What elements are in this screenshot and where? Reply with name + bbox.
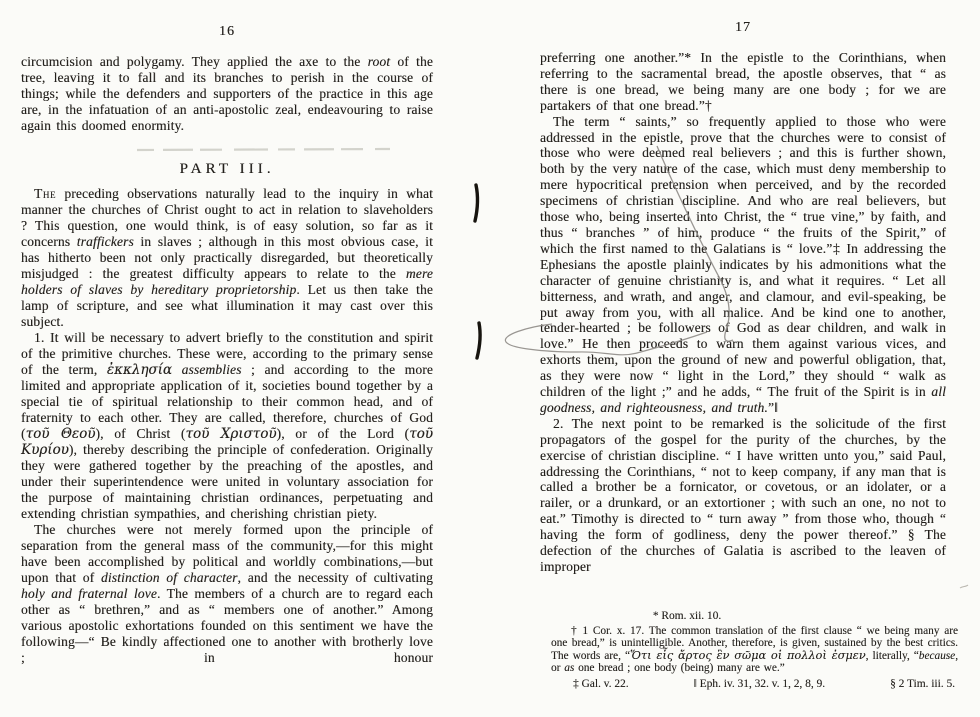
paragraph: The preceding observations naturally lead to the inquiry in what manner the churches of Christ ought to act in relation to slaveholders ? This question, one would think, is of easy solution, so far as it concerns traffickers in slaves ; although in this most obvious case, it has hitherto been not only practically disregarded, but theoretically misjudged : the greatest difficulty appears to relate to the mere holders of slaves by hereditary proprietorship. Let us then take the lamp of scripture, and see what illumination it may cast over this subject. bbox=[21, 186, 433, 329]
footnote-row bbox=[551, 678, 955, 690]
paragraph: The churches were not merely formed upon the principle of separation from the general mass of the community,—for this might have been accomplished by political and worldly combinations,—but upon that of distinction of character, and the necessity of cultivating holy and fraternal love. The members of a church are to regard each other as “ brethren,” and as “ members one of another.” Among various apostolic exhortations founded on this sentiment we have the following—“ Be kindly affectioned one to another with brotherly love ; in honour bbox=[21, 522, 433, 665]
paragraph: The term “ saints,” so frequently applied to those who were addressed in the epistle, prove that the churches were to consist of those who were deemed real believers ; and this is further shown, both by the very nature of the case, which must deny membership to mere hypocritical pretension when perceived, and by the recorded specimens of christian discipline. And who are real believers, but those who, being inserted into Christ, the “ true vine,” by faith, and thus “ branches ” of him, produce “ the fruits of the Spirit,” of which the first named to the Galatians is “ love.”‡ In addressing the Ephesians the apostle plainly indicates by his admonitions what the character of genuine christianity is, and what it requires. “ Let all bitterness, and wrath, and anger, and clamour, and evil-speaking, be put away from you, with all malice. And be kind one to another, tender-hearted ; be followers of God as dear children, and walk in love.” He then proceeds to warn them against various vices, and exhorts them, upon the ground of new and powerful obligation, that, as they were now “ light in the Lord,” they should “ walk as children of the light ;” and he adds, “ The fruit of the Spirit is in all goodness, and righteousness, and truth.”‖ bbox=[540, 113, 946, 415]
left-page bbox=[21, 24, 433, 666]
footnote-eph: ‖ Eph. iv. 31, 32. v. 1, 2, 8, 9. bbox=[693, 678, 826, 690]
ink-mark-lower bbox=[477, 323, 480, 358]
ink-mark-upper bbox=[475, 185, 477, 221]
footnote-cor: † 1 Cor. x. 17. The common translation of the first clause “ we being many are one bread,” is unintelligible. Another, therefore, is given, sustained by the best critics. The words are, “Ὅτι εἷς ἄρτος ἓν σῶμα οἱ πολλοὶ ἐσμεν, literally, “because, or as one bread ; one body (being) many are we.” bbox=[551, 625, 959, 674]
stray-mark bbox=[960, 585, 968, 588]
footnote-gal: ‡ Gal. v. 22. bbox=[573, 678, 629, 690]
right-page bbox=[540, 20, 946, 575]
paragraph: preferring one another.”* In the epistle to the Corinthians, when referring to the sacramental bread, the apostle observes, that “ as there is one bread, we being many are one body ; for we are partakers of that one bread.”† bbox=[540, 50, 946, 113]
section-heading: PART III. bbox=[179, 160, 275, 177]
paragraph: 1. It will be necessary to advert briefly to the constitution and spirit of the primitive churches. These were, according to the primary sense of the term, ἐκκλησία assemblies ; and according to the more limited and appropriate application of it, societies bound together by a special tie of spiritual relationship to their common head, and of fraternity to each other. They are called, therefore, churches of God (τοῦ Θεοῦ), of Christ (τοῦ Χριστοῦ), or of the Lord (τοῦ Κυρίου), thereby describing the principle of confederation. Originally they were gathered together by the preaching of the apostles, and under their superintendence were united in voluntary association for the purpose of maintaining christian ordinances, perpetuating and extending christian sympathies, and cherishing christian piety. bbox=[21, 330, 434, 521]
paragraph: 2. The next point to be remarked is the solicitude of the first propagators of the gospel for the purity of the churches, by the exercise of christian discipline. “ I have written unto you,” said Paul, addressing the Corinthians, “ not to keep company, if any man that is called a brother be a fornicator, or covetous, or an idolater, or a railer, or a drunkard, or an extortioner ; with such an one, no not to eat.” Timothy is directed to “ turn away ” from those who, though “ having the form of godliness, deny the power thereof.” § The defection of the churches of Galatia is ascribed to the leaven of improper bbox=[540, 415, 946, 574]
right-page-number: 17 bbox=[735, 20, 751, 35]
left-page-number: 16 bbox=[219, 24, 235, 39]
footnote-rom: * Rom. xii. 10. bbox=[652, 610, 722, 622]
footnote-tim: § 2 Tim. iii. 5. bbox=[890, 678, 955, 690]
paragraph: circumcision and polygamy. They applied the axe to the root of the tree, leaving it to fall and its branches to perish in the course of things; while the defenders and supporters of the practice in this age are, in the infatuation of an anti-apostolic zeal, endeavouring to raise again this doomed enormity. bbox=[21, 54, 433, 133]
